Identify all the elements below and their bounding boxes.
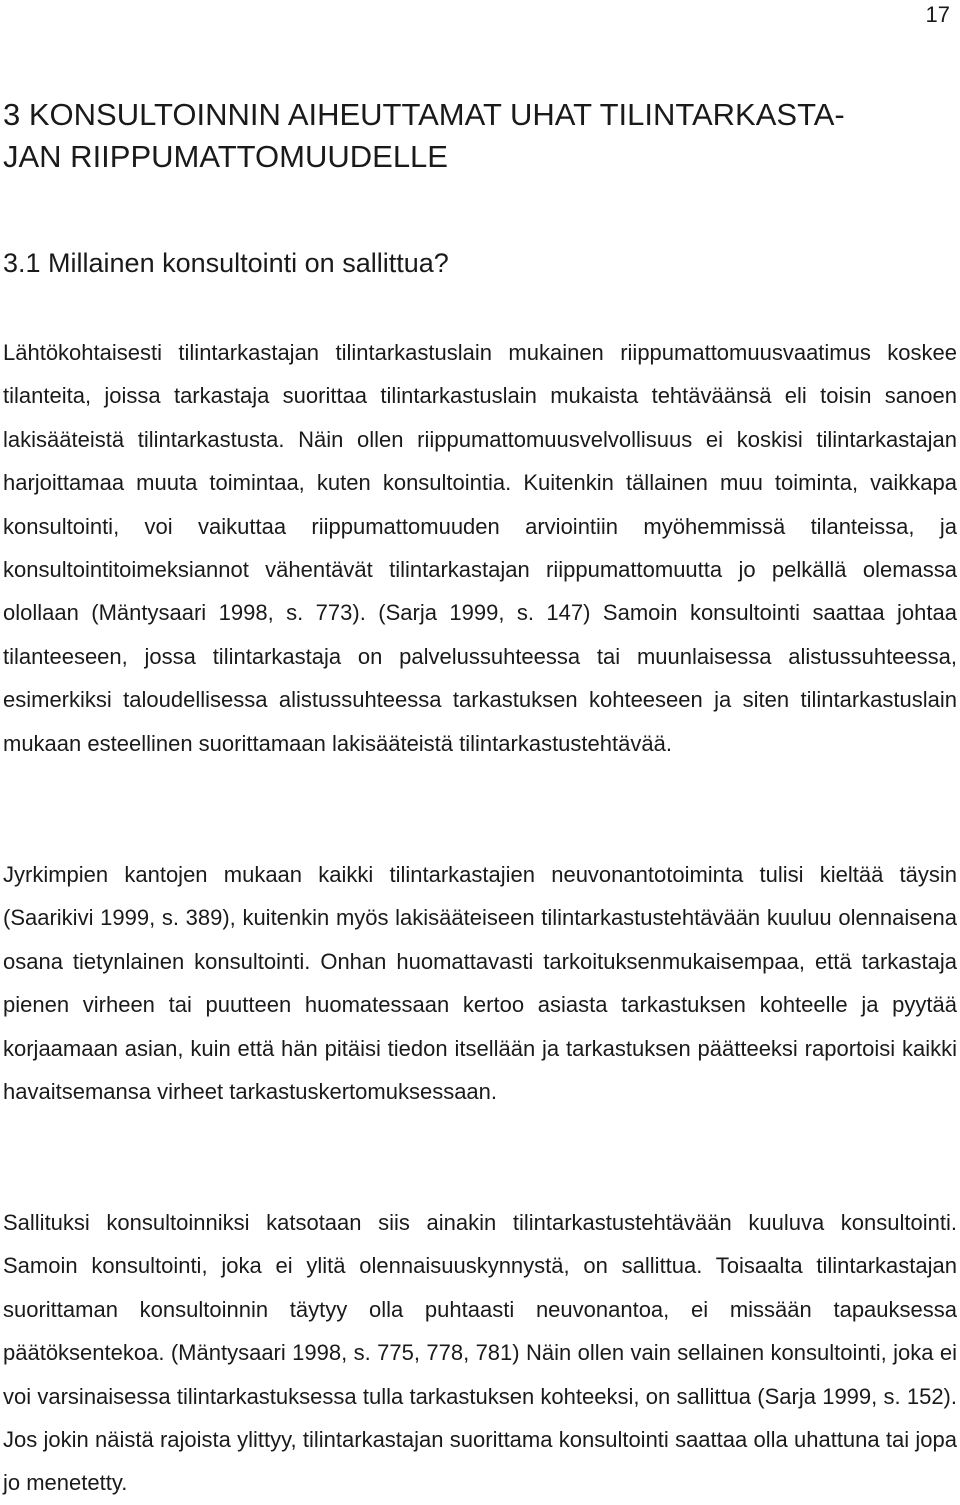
section-title: 3.1 Millainen konsultointi on sallittua? [3,248,449,278]
chapter-title-line-1: 3 KONSULTOINNIN AIHEUTTAMAT UHAT TILINTARKASTA- [3,97,845,132]
page-number: 17 [925,2,950,27]
chapter-title-line-2: JAN RIIPPUMATTOMUUDELLE [3,139,448,174]
chapter-title [3,94,953,178]
paragraph-2: Jyrkimpien kantojen mukaan kaikki tilintarkastajien neuvonantotoiminta tulisi kieltää täysin (Saarikivi 1999, s. 389), kuitenkin myös lakisääteiseen tilintarkastustehtävään kuuluu olennaisena osana tietynlainen konsultointi. Onhan huomattavasti tarkoituksenmukaisempaa, että tarkastaja pienen virheen tai puutteen huomatessaan kertoo asiasta tarkastuksen kohteelle ja pyytää korjaamaan asian, kuin että hän pitäisi tiedon itsellään ja tarkastuksen päätteeksi raportoisi kaikki havaitsemansa virheet tarkastuskertomuksessaan. [3,862,957,1105]
paragraph-1: Lähtökohtaisesti tilintarkastajan tilintarkastuslain mukainen riippumattomuusvaatimus koskee tilanteita, joissa tarkastaja suorittaa tilintarkastuslain mukaista tehtäväänsä eli toisin sanoen lakisääteistä tilintarkastusta. Näin ollen riippumattomuusvelvollisuus ei koskisi tilintarkastajan harjoittamaa muuta toimintaa, kuten konsultointia. Kuitenkin tällainen muu toiminta, vaikkapa konsultointi, voi vaikuttaa riippumattomuuden arviointiin myöhemmissä tilanteissa, ja konsultointitoimeksiannot vähentävät tilintarkastajan riippumattomuutta jo pelkällä olemassa olollaan (Mäntysaari 1998, s. 773). (Sarja 1999, s. 147) Samoin konsultointi saattaa johtaa tilanteeseen, jossa tilintarkastaja on palvelussuhteessa tai muunlaisessa alistussuhteessa, esimerkiksi taloudellisessa alistussuhteessa tarkastuksen kohteeseen ja siten tilintarkastuslain mukaan esteellinen suorittamaan lakisääteistä tilintarkastustehtävää. [3,340,957,756]
paragraph-3: Sallituksi konsultoinniksi katsotaan siis ainakin tilintarkastustehtävään kuuluva konsultointi. Samoin konsultointi, joka ei ylitä olennaisuuskynnystä, on sallittua. Toisaalta tilintarkastajan suorittaman konsultoinnin täytyy olla puhtaasti neuvonantoa, ei missään tapauksessa päätöksentekoa. (Mäntysaari 1998, s. 775, 778, 781) Näin ollen vain sellainen konsultointi, joka ei voi varsinaisessa tilintarkastuksessa tulla tarkastuksen kohteeksi, on sallittua (Sarja 1999, s. 152). Jos jokin näistä rajoista ylittyy, tilintarkastajan suorittama konsultointi saattaa olla uhattuna tai jopa jo menetetty. [3,1210,957,1496]
